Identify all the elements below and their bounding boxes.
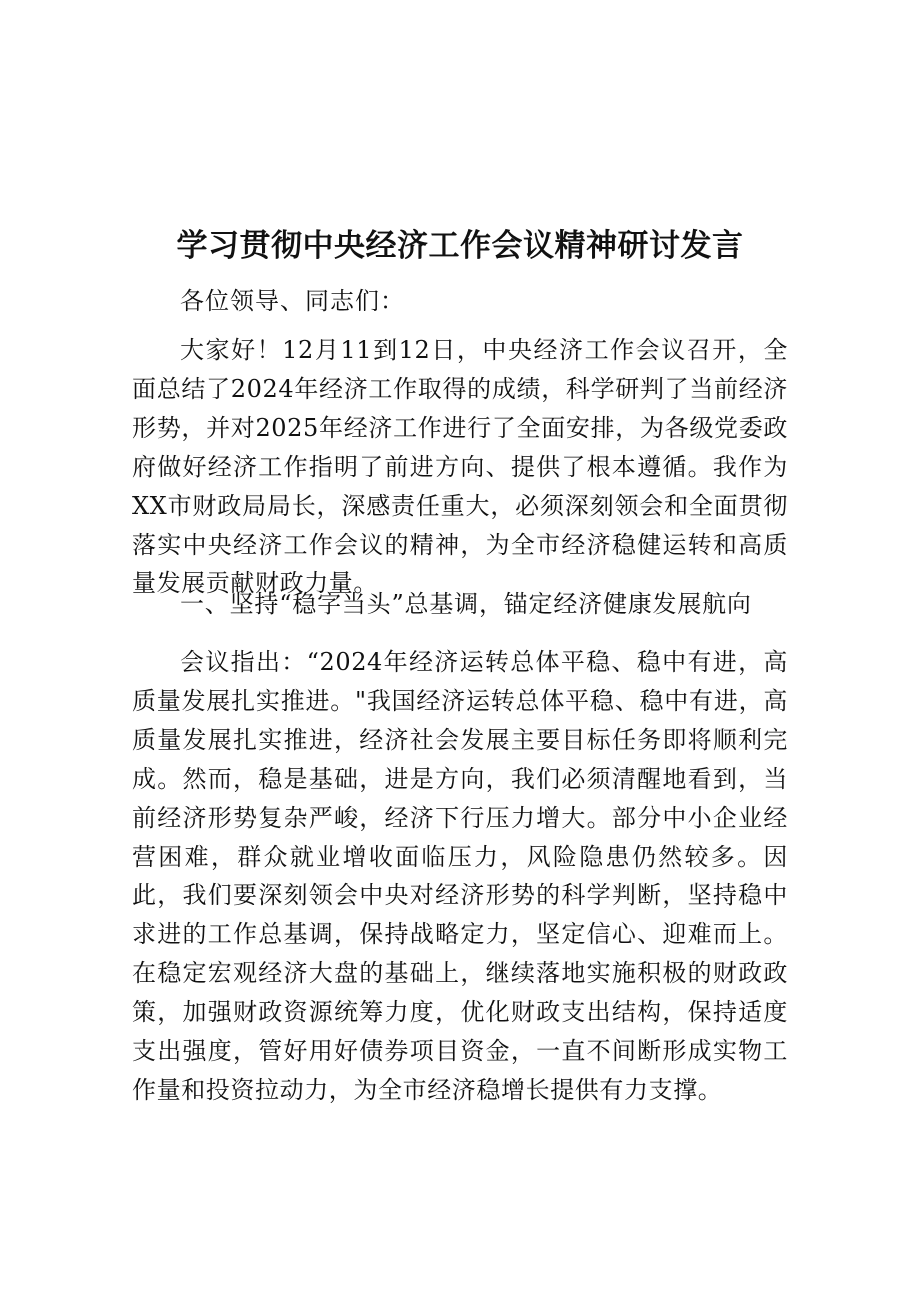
opening-paragraph: 大家好！12月11到12日，中央经济工作会议召开，全面总结了2024年经济工作取得的成绩，科学研判了当前经济形势，并对2025年经济工作进行了全面安排，为各级党委政府做好经济工作指明了前进方向、提供了根本遵循。我作为XX市财政局局长，深感责任重大，必须深刻领会和全面贯彻落实中央经济工作会议的精神，为全市经济稳健运转和高质量发展贡献财政力量。 [132, 336, 788, 598]
document-title: 学习贯彻中央经济工作会议精神研讨发言 [176, 228, 744, 264]
salutation: 各位领导、同志们： [180, 287, 405, 315]
section-heading: 一、坚持“稳字当头”总基调，锚定经济健康发展航向 [180, 590, 752, 618]
section-paragraph: 会议指出：“2024年经济运转总体平稳、稳中有进，高质量发展扎实推进。"我国经济运转总体平稳、稳中有进，高质量发展扎实推进，经济社会发展主要目标任务即将顺利完成。然而，稳是基础，进是方向，我们必须清醒地看到，当前经济形势复杂严峻，经济下行压力增大。部分中小企业经营困难，群众就业增收面临压力，风险隐患仍然较多。因此，我们要深刻领会中央对经济形势的科学判断，坚持稳中求进的工作总基调，保持战略定力，坚定信心、迎难而上。在稳定宏观经济大盘的基础上，继续落地实施积极的财政政策，加强财政资源统筹力度，优化财政支出结构，保持适度支出强度，管好用好债券项目资金，一直不间断形成实物工作量和投资拉动力，为全市经济稳增长提供有力支撑。 [132, 648, 788, 1104]
